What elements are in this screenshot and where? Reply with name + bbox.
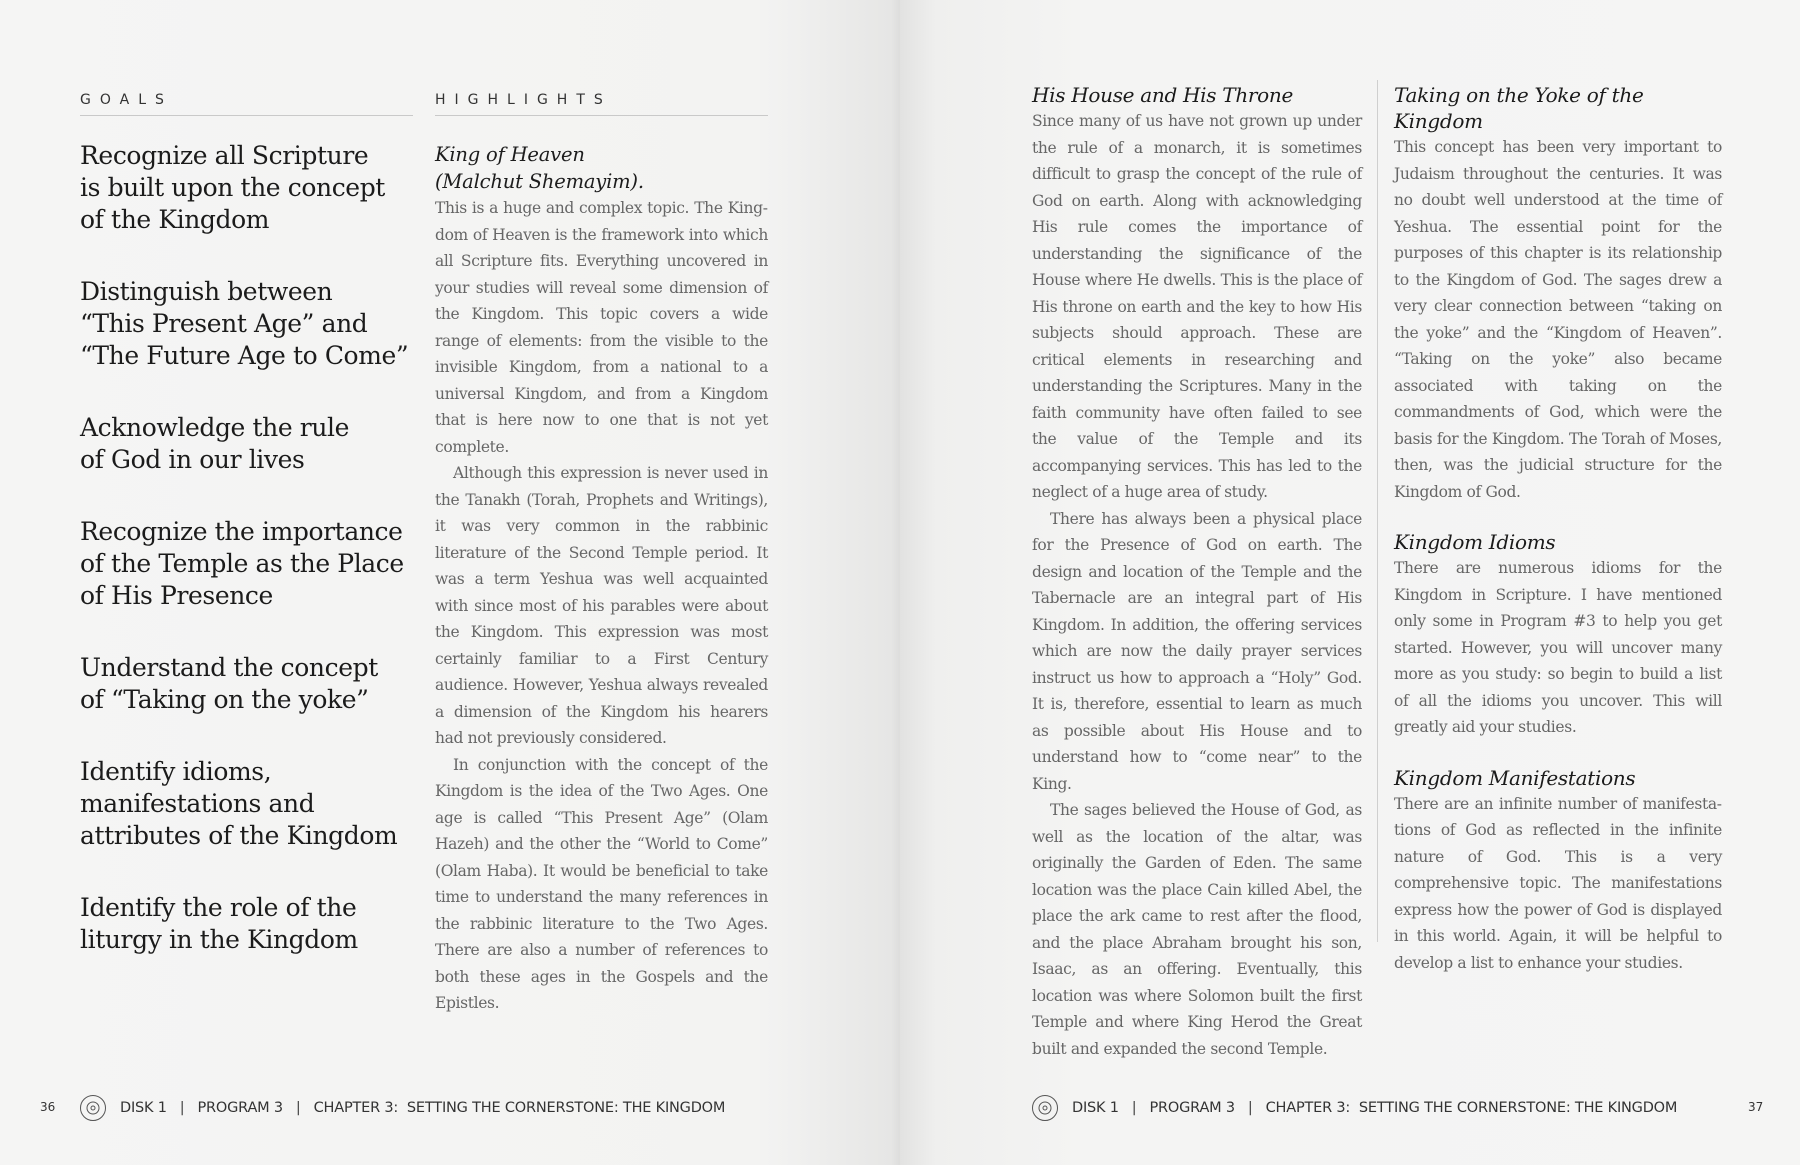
highlight-paragraph: Although this expression is never used in the Tanakh (Torah, Prophets and Writings), it was very common in the rabbinic literature of the Second Temple period. It was a term Yeshua was well acquainted with since most of his parables were about the Kingdom. This expression was most certainly familiar to a First Century audience. However, Yeshua always revealed a dimension of the Kingdom his hearers had not previously considered. [435, 464, 768, 747]
right-column-1 [1032, 82, 1362, 1062]
body-paragraph: This concept has been very important to Judaism throughout the centuries. It was no doubt well understood at the time of Yeshua. The essential point for the purposes of this chapter is its relationship to the Kingdom of God. The sages drew a very clear connection between “taking on the yoke” and the “Kingdom of Heaven”. “Taking on the yoke” also became associated with taking on the commandments of God, which were the basis for the Kingdom. The Torah of Moses, then, was the judicial structure for the Kingdom of God. [1394, 138, 1722, 501]
goal-item: Understand the concept of “Taking on the yoke” [80, 653, 378, 714]
body-paragraph: There are an infinite number of manifestations of God as reflected in the infinite nature of God. This is a very comprehensive topic. The manifestations express how the power of God is displayed in this world. Again, it will be helpful to develop a list to enhance your studies. [1394, 794, 1722, 972]
page-number-left: 36 [40, 1100, 56, 1114]
body-paragraph: The sages believed the House of God, as well as the location of the altar, was originally the Garden of Eden. The same location was the place Cain killed Abel, the place the ark came to rest after the flood, and the place Abraham brought his son, Isaac, as an offering. Eventually, this location was where Solomon built the first Temple and where King Herod the Great built and expanded the second Temple. [1032, 801, 1362, 1058]
section-heading: Taking on the Yoke of the Kingdom [1394, 83, 1644, 133]
goals-label: GOALS [80, 92, 413, 116]
footer-separator: | [1131, 1100, 1137, 1116]
footer-program: PROGRAM 3 [1149, 1100, 1235, 1116]
body-paragraph: There are numerous idioms for the Kingdom in Scripture. I have mentioned only some in Program #3 to help you get started. However, you will uncover many more as you study: so begin to build a list of all the idioms you uncover. This will greatly aid your studies. [1394, 559, 1722, 736]
goals-list [80, 140, 413, 956]
footer-separator: | [1247, 1100, 1253, 1116]
highlights-column [435, 92, 768, 1017]
footer-program: PROGRAM 3 [197, 1100, 283, 1116]
body-paragraph: Since many of us have not grown up under the rule of a monarch, it is sometimes difficult to grasp the concept of the rule of God on earth. Along with acknowledging His rule comes the importance of understanding the significance of the House where He dwells. This is the place of His throne on earth and the key to how His subjects should approach. These are critical elements in researching and understanding the Scriptures. Many in the faith community have often failed to see the value of the Temple and its accompanying services. This has led to the neglect of a huge area of study. [1032, 112, 1362, 501]
section-heading: Kingdom Manifestations [1394, 765, 1636, 790]
footer-separator: | [295, 1100, 301, 1116]
section-heading: Kingdom Idioms [1394, 530, 1556, 554]
footer-chapter: CHAPTER 3: SETTING THE CORNERSTONE: THE KINGDOM [313, 1100, 726, 1116]
footer-disk: DISK 1 [120, 1100, 167, 1116]
goal-item: Identify the role of the liturgy in the Kingdom [80, 893, 358, 954]
highlight-paragraph: This is a huge and complex topic. The Kingdom of Heaven is the framework into which all Scripture fits. Everything uncovered in your studies will reveal some dimension of the Kingdom. This topic covers a wide range of elements: from the visible to the invisible Kingdom, from a national to a universal Kingdom, and from a Kingdom that is here now to one that is not yet complete. [435, 199, 768, 456]
goal-item: Acknowledge the rule of God in our lives [80, 413, 350, 474]
footer-right [1032, 1095, 1677, 1121]
footer-chapter: CHAPTER 3: SETTING THE CORNERSTONE: THE KINGDOM [1265, 1100, 1678, 1116]
right-page [900, 0, 1800, 1165]
column-divider [1377, 80, 1378, 942]
right-column-2 [1394, 82, 1722, 976]
goal-item: Recognize the importance of the Temple as the Place of His Presence [80, 517, 404, 610]
footer-disk: DISK 1 [1072, 1100, 1119, 1116]
goal-item: Recognize all Scripture is built upon the concept of the Kingdom [80, 141, 385, 234]
goals-column [80, 92, 413, 996]
footer-left [80, 1095, 725, 1121]
goal-item: Identify idioms, manifestations and attributes of the Kingdom [80, 757, 398, 850]
highlight-title: King of Heaven (Malchut Shemayim). [435, 143, 644, 193]
disc-icon [1032, 1095, 1058, 1121]
section-heading: His House and His Throne [1032, 83, 1294, 107]
disc-icon [80, 1095, 106, 1121]
goal-item: Distinguish between “This Present Age” and “The Future Age to Come” [80, 277, 409, 370]
page-number-right: 37 [1748, 1100, 1764, 1114]
body-paragraph: There has always been a physical place for the Presence of God on earth. The design and location of the Temple and the Tabernacle are an integral part of His Kingdom. In addition, the offering services which are now the daily prayer services instruct us how to approach a “Holy” God. It is, therefore, essential to learn as much as possible about His House and to understand how to “come near” to the King. [1032, 509, 1362, 793]
highlights-label: HIGHLIGHTS [435, 92, 768, 116]
highlight-paragraph: In conjunction with the concept of the Kingdom is the idea of the Two Ages. One age is called “This Present Age” (Olam Hazeh) and the other the “World to Come” (Olam Haba). It would be beneficial to take time to understand the many references in the rabbinic literature to the Two Ages. There are also a number of references to both these ages in the Gospels and the Epistles. [435, 755, 768, 1012]
footer-separator: | [179, 1100, 185, 1116]
